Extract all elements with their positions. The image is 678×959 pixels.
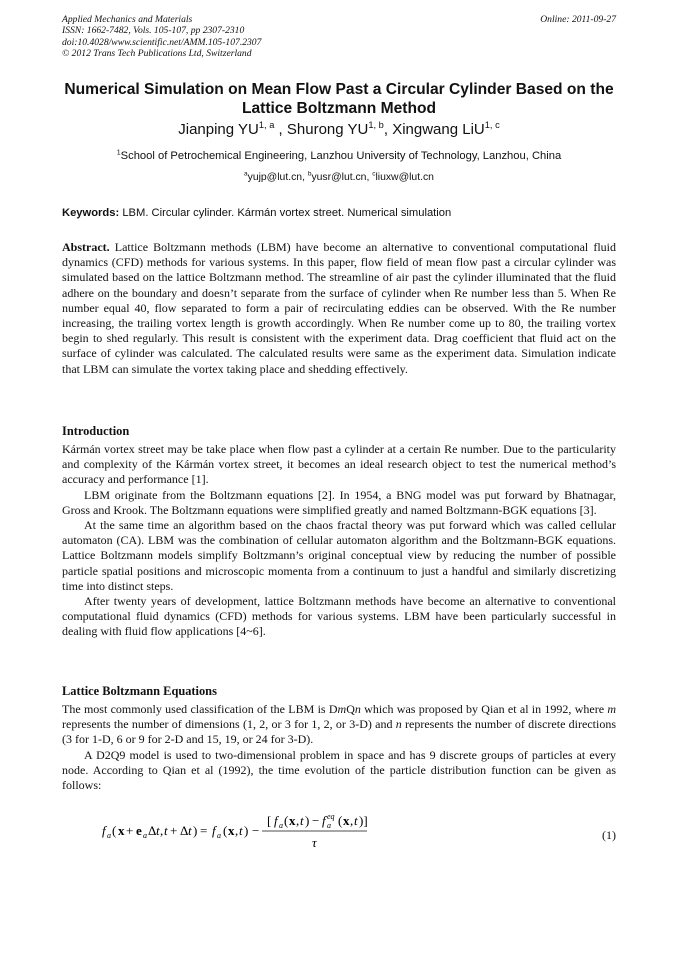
author-name: Jianping YU (178, 121, 259, 138)
lbm-body (62, 702, 616, 793)
svg-text:t: t (300, 813, 304, 828)
author-list: Jianping YU$^{1, a}$ , Shurong YU$^{1, b}$, Xingwang LiU$^{1, c}$ (178, 120, 500, 138)
introduction-body (62, 442, 616, 640)
svg-text:x: x (228, 823, 235, 838)
email-address[interactable]: yusr@lut.cn (311, 172, 367, 183)
keywords-label: Keywords: (62, 207, 120, 219)
svg-text:−: − (312, 813, 320, 828)
svg-text:a: a (107, 831, 111, 840)
svg-text:): ) (244, 823, 249, 838)
svg-text:=: = (200, 823, 208, 838)
svg-text:,: , (235, 823, 239, 838)
svg-text:t: t (239, 823, 243, 838)
abstract-text: Lattice Boltzmann methods (LBM) have become an alternative to conventional computational fluid dynamics (CFD) methods for various systems. In this paper, flow field of mean flow past a circular cylinder was simulated based on the lattice Boltzmann method. The streamline of air past the cylinder illuminated that the fluid adhere on the boundary and doesn’t separate from the surface of cylinder when Re number less than 5. When Re number equal 40, flow separated to form a pair of recirculating eddies can be observed. With the Re number increasing, the trailing vortex length is growth accordingly. When Re number come up to 80, the trailing vortex begin to shed regularly. This result is consistent with the experiment data. Drag coefficient that fluid act on the surface of cylinder was calculated. The calculated results were same as the experiment data. Simulation indicate that LBM can simulate the vortex taking place and shedding effectively. (62, 240, 617, 376)
svg-text:Δ: Δ (148, 823, 157, 838)
email-address[interactable]: liuxw@lut.cn (375, 172, 434, 183)
equation-number: (1) (602, 828, 616, 842)
svg-text:(: ( (284, 813, 289, 828)
author-name: Xingwang LiU (392, 121, 485, 138)
svg-text:(: ( (338, 813, 343, 828)
svg-text:): ) (193, 823, 198, 838)
email-address[interactable]: yujp@lut.cn (247, 172, 303, 183)
svg-text:a: a (327, 821, 331, 830)
affiliation-text: School of Petrochemical Engineering, Lanzhou University of Technology, Lanzhou, China (120, 150, 562, 162)
keywords-text: LBM. Circular cylinder. Kármán vortex street. Numerical simulation (122, 207, 452, 219)
affiliation (62, 148, 616, 164)
email-mark: c (372, 170, 376, 178)
svg-text:τ: τ (312, 835, 317, 850)
author-affil-mark: 1, a (258, 120, 275, 130)
journal-header (62, 14, 616, 60)
svg-text:f: f (102, 823, 106, 838)
journal-name: Applied Mechanics and Materials (62, 14, 193, 25)
author-name: Shurong YU (286, 121, 369, 138)
svg-text:[: [ (267, 813, 272, 828)
svg-text:a: a (279, 821, 283, 830)
svg-text:a: a (143, 831, 147, 840)
svg-text:+: + (170, 823, 178, 838)
svg-text:t: t (188, 823, 192, 838)
svg-text:(: ( (223, 823, 228, 838)
svg-text:a: a (217, 831, 221, 840)
paragraph: LBM originate from the Boltzmann equations [2]. In 1954, a BNG model was put forward by Bhatnagar, Gross and Krook. The Boltzmann equations were simplified greatly and named Boltzmann-BGK equations [3]. (62, 487, 616, 517)
affiliation-mark: 1 (116, 149, 121, 157)
svg-text:e: e (136, 823, 142, 838)
doi-line: doi:10.4028/www.scientific.net/AMM.105-107.2307 (62, 36, 262, 48)
section-heading-introduction: Introduction (62, 424, 130, 438)
paragraph: Kármán vortex street may be take place when flow past a cylinder at a certain Re number. Due to the particularity and complexity of the Kármán vortex street, it becomes an ideal research object to test the numerical method’s accuracy and performance [1]. (62, 442, 616, 487)
email-list: $^a$yujp@lut.cn, $^b$yusr@lut.cn, $^c$liuxw@lut.cn (244, 170, 434, 183)
keywords (62, 206, 616, 220)
email-mark: a (244, 170, 248, 178)
author-affil-mark: 1, b (368, 120, 384, 130)
online-date: Online: 2011-09-27 (540, 14, 616, 25)
paragraph: A D2Q9 model is used to two-dimensional problem in space and has 9 discrete groups of particles at every node. According to Qian et al (1992), the time evolution of the particle distribution function can be given as follows: (62, 747, 616, 793)
svg-text:,: , (296, 813, 300, 828)
svg-text:x: x (289, 813, 296, 828)
svg-text:x: x (118, 823, 125, 838)
svg-text:+: + (126, 823, 134, 838)
author-affil-mark: 1, c (484, 120, 500, 130)
email-mark: b (307, 170, 312, 178)
abstract-label: Abstract. (62, 240, 110, 254)
svg-text:−: − (252, 823, 260, 838)
paragraph: The most commonly used classification of the LBM is DmQn which was proposed by Qian et al in 1992, where m represents the number of dimensions (1, 2, or 3 for 1, 2, or 3-D) and n represents the number of discrete directions (3 for 1-D, 6 or 9 for 2-D and 15, 19, or 24 for 3-D). (62, 702, 617, 747)
svg-text:(: ( (112, 823, 117, 838)
equation-1 (62, 808, 616, 854)
svg-text:)]: )] (359, 813, 368, 828)
svg-text:x: x (343, 813, 350, 828)
svg-text:,: , (350, 813, 354, 828)
issn-line: ISSN: 1662-7482, Vols. 105-107, pp 2307-2310 (62, 25, 245, 37)
section-heading-lbm: Lattice Boltzmann Equations (62, 684, 217, 698)
svg-text:,: , (160, 823, 164, 838)
svg-text:t: t (164, 823, 168, 838)
svg-text:f: f (212, 823, 216, 838)
svg-text:f: f (274, 813, 278, 828)
svg-text:Δ: Δ (180, 823, 189, 838)
svg-text:): ) (305, 813, 310, 828)
paragraph: After twenty years of development, lattice Boltzmann methods have become an alternative to conventional computational fluid dynamics (CFD) methods for various systems. LBM have been particularly successful in dealing with fluid flow applications [4~6]. (62, 594, 616, 639)
abstract (62, 240, 616, 377)
equation-graphic (62, 808, 382, 854)
paragraph: At the same time an algorithm based on the chaos fractal theory was put forward which was called cellular automaton (CA). LBM was the combination of cellular automaton algorithm and the Boltzmann-BGK equations. Lattice Boltzmann models simplify Boltzmann’s original conceptual view by reducing the number of possible particle spatial positions and microscopic momenta from a continuum to just a handful and similarly discretizing time into distinct steps. (62, 518, 616, 593)
paper-title: Numerical Simulation on Mean Flow Past a Circular Cylinder Based on the Lattice Boltzmann Method (64, 81, 614, 117)
svg-text:t: t (156, 823, 160, 838)
copyright-line: © 2012 Trans Tech Publications Ltd, Switzerland (62, 48, 252, 60)
svg-text:f: f (322, 813, 326, 828)
svg-text:eq: eq (327, 812, 335, 821)
svg-text:t: t (354, 813, 358, 828)
